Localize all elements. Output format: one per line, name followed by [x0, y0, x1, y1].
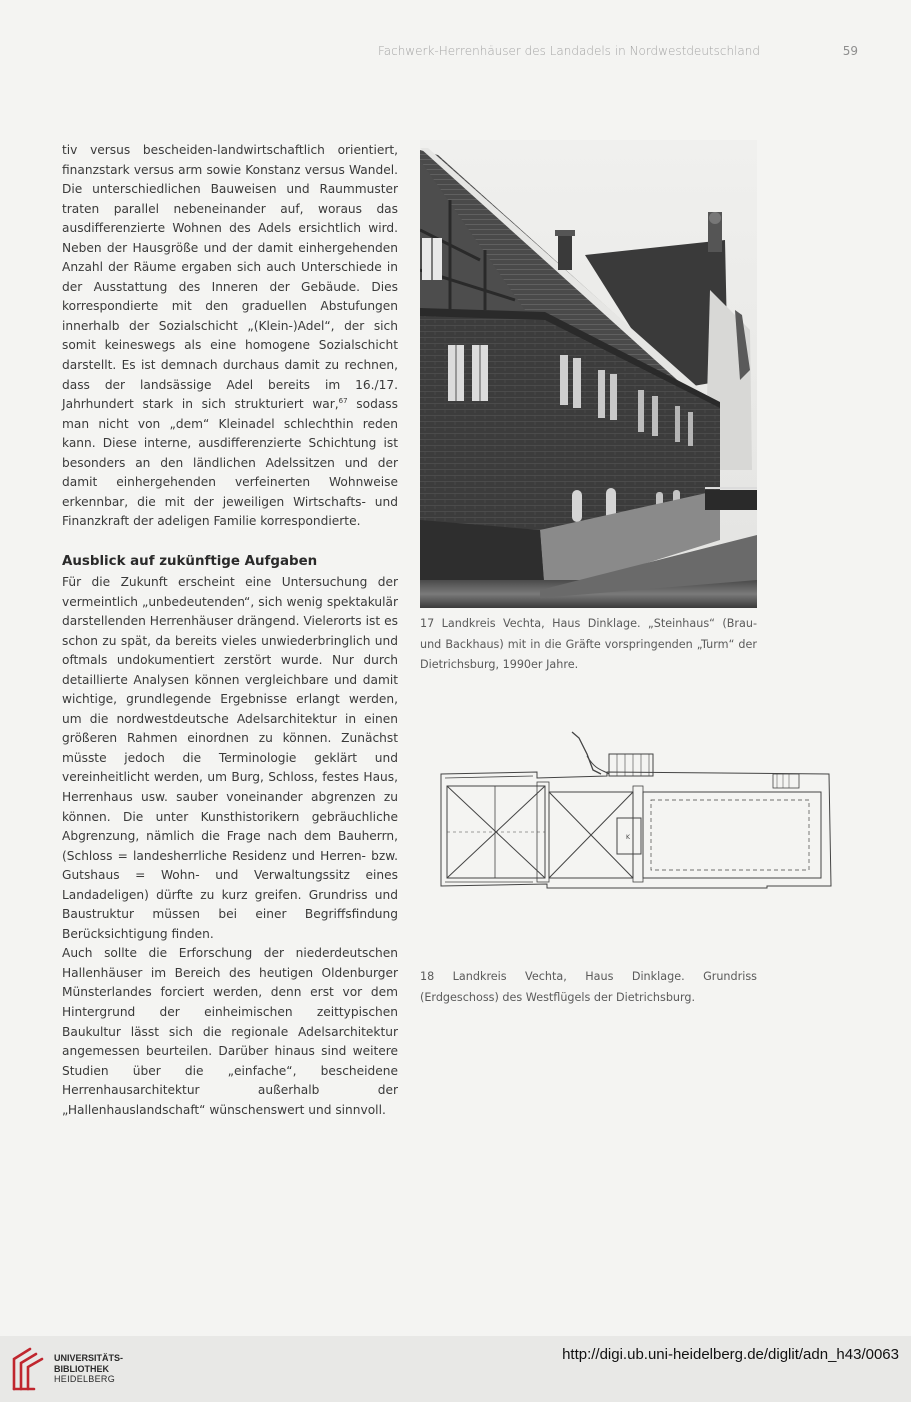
paragraph-1-continuation: sodass man nicht von „dem“ Kleinadel schlechthin reden kann. Diese interne, ausdifferenzierte Schichtung ist besonders an den ländlichen Adelssitzen und der damit einhergehenden verfeinerten Wohnweise erkennbar, die mit der jeweiligen Wirtschafts- und Finanzkraft der adeligen Familie korrespondierte. — [62, 397, 398, 529]
library-name-line-3: HEIDELBERG — [54, 1374, 116, 1384]
paragraph-1-text: tiv versus bescheiden-landwirtschaftlich orientiert, finanzstark versus arm sowie Konstanz versus Wandel. Die unterschiedlichen Bauweisen und Raummuster traten parallel nebeneinander auf, woraus das ausdifferenzierte Wohnen des Adels ersichtlich wird. Neben der Hausgröße und der damit einhergehenden Anzahl der Räume ergaben sich auch Unterschiede in der Ausstattung des Inneren der Gebäude. Dies korrespondierte mit den graduellen Abstufungen innerhalb der Sozialschicht „(Klein-)Adel“, der sich somit keineswegs als eine homogene Sozialschicht darstellt. Es ist demnach durchaus damit zu rechnen, dass der landsässige Adel bereits im 16./17. Jahrhundert stark in sich strukturiert war, — [62, 143, 398, 412]
footer-bar — [0, 1336, 911, 1402]
permalink-url[interactable]: http://digi.ub.uni-heidelberg.de/diglit/adn_h43/0063 — [562, 1346, 899, 1363]
figure-18-floor-plan — [437, 726, 835, 904]
plan-room-label: K — [626, 834, 630, 841]
figure-18-caption: 18 Landkreis Vechta, Haus Dinklage. Grundriss (Erdgeschoss) des Westflügels der Dietrichsburg. — [420, 970, 757, 1004]
paragraph-1 — [62, 141, 398, 532]
figure-17-photo — [420, 140, 757, 608]
body-column-bottom — [62, 551, 398, 1120]
running-title: Fachwerk-Herrenhäuser des Landadels in Nordwestdeutschland — [377, 44, 760, 58]
library-logo-icon[interactable] — [10, 1345, 48, 1393]
library-name-line-1: UNIVERSITÄTS- — [54, 1353, 124, 1363]
paragraph-2: Für die Zukunft erscheint eine Untersuchung der vermeintlich „unbedeutenden“, sich wenig spektakulär darstellenden Herrenhäuser drängend. Vielerorts ist es schon zu spät, da bereits vieles unwiederbringlich und oftmals undokumentiert zerstört wurde. Nur durch detaillierte Analysen können vergleichbare und damit wichtige, grundlegende Ergebnisse erlangt werden, um die nordwestdeutsche Adelsarchitektur in einen größeren Rahmen einordnen zu können. Zunächst müsste jedoch die Terminologie geklärt und vereinheitlicht werden, um Burg, Schloss, festes Haus, Herrenhaus usw. sauber voneinander abgrenzen zu können. Die unter Kunsthistorikern gebräuchliche Abgrenzung, nämlich die Frage nach dem Bauherrn, (Schloss = landesherrliche Residenz und Herren- bzw. Gutshaus = Wohn- und Verwaltungssitz eines Landadeligen) dürfte zu kurz greifen. Grundriss und Baustruktur müssen bei einer Begriffsfindung Berücksichtigung finden. — [62, 575, 398, 941]
figure-17-caption: 17 Landkreis Vechta, Haus Dinklage. „Steinhaus“ (Brau- und Backhaus) mit in die Gräfte vorspringenden „Turm“ der Dietrichsburg, 1990er Jahre. — [420, 617, 757, 671]
library-name-line-2: BIBLIOTHEK — [54, 1363, 109, 1374]
section-heading: Ausblick auf zukünftige Aufgaben — [62, 554, 318, 569]
paragraph-3: Auch sollte die Erforschung der niederdeutschen Hallenhäuser im Bereich des heutigen Oldenburger Münsterlandes forciert werden, denn erst vor dem Hintergrund der einheimischen zeittypischen Baukultur lässt sich die regionale Adelsarchitektur angemessen beurteilen. Darüber hinaus sind weitere Studien über die „einfache“, bescheidene Herrenhausarchitektur außerhalb der „Hallenhauslandschaft“ wünschenswert und sinnvoll. — [62, 946, 398, 1117]
library-name — [54, 1353, 123, 1385]
footnote-reference[interactable]: 67 — [338, 397, 348, 406]
body-column-top — [62, 141, 398, 532]
page-number: 59 — [842, 44, 858, 58]
